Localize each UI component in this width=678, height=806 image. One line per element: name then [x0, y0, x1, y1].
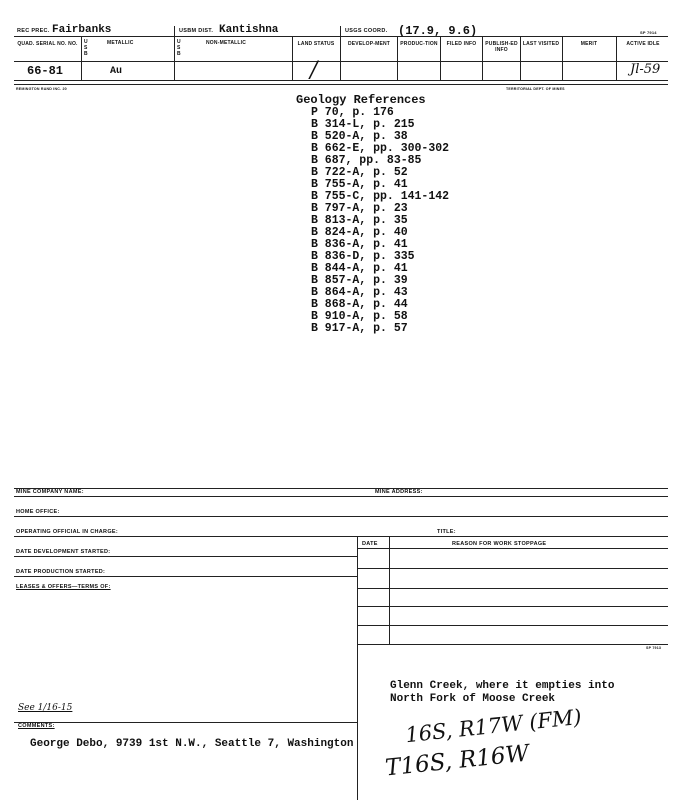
geology-reference: B 868-A, p. 44 [311, 298, 408, 311]
usbm-dist-value: Kantishna [219, 24, 279, 36]
col-development: DEVELOP-MENT [347, 41, 391, 47]
col-metallic: METALLIC [107, 40, 134, 46]
col-published-info: PUBLISH-ED INFO [485, 41, 518, 53]
col-production: PRODUC-TION [400, 41, 438, 47]
geology-reference: B 824-A, p. 40 [311, 226, 408, 239]
col-land-status: LAND STATUS [297, 41, 335, 47]
rec-prec-value: Fairbanks [52, 24, 112, 36]
handwritten-township-2: T16S, R16W [384, 740, 531, 782]
date-column-header: DATE [362, 541, 378, 547]
leases-label: LEASES & OFFERS—TERMS OF: [16, 584, 111, 590]
geology-reference: B 687, pp. 83-85 [311, 154, 422, 167]
comments-label: COMMENTS: [18, 723, 55, 729]
col-usb-metallic: U S B [84, 39, 88, 57]
reason-column-header: REASON FOR WORK STOPPAGE [452, 541, 547, 547]
see-note: See 1/16-15 [18, 703, 73, 713]
geology-reference: B 755-C, pp. 141-142 [311, 190, 450, 203]
location-line-1: Glenn Creek, where it empties into [390, 680, 615, 692]
col-usb-nonmetallic: U S B [177, 39, 181, 57]
geology-reference: B 864-A, p. 43 [311, 286, 408, 299]
geology-title: Geology References [296, 93, 426, 107]
date-development-label: DATE DEVELOPMENT STARTED: [16, 549, 111, 555]
geology-reference: B 836-A, p. 41 [311, 238, 408, 251]
active-idle-value: Jl-59 [630, 62, 661, 77]
col-nonmetallic: NON-METALLIC [206, 40, 247, 46]
geology-reference: B 797-A, p. 23 [311, 202, 408, 215]
geology-reference: B 917-A, p. 57 [311, 322, 408, 335]
title-label: TITLE: [437, 529, 456, 535]
quad-serial-value: 66-81 [27, 64, 64, 78]
operating-official-label: OPERATING OFFICIAL IN CHARGE: [16, 529, 118, 535]
usgs-coord-label: USGS COORD. [345, 28, 388, 34]
metallic-value: Au [110, 66, 123, 77]
geology-reference: P 70, p. 176 [311, 106, 394, 119]
mine-company-label: MINE COMPANY NAME: [16, 489, 84, 495]
geology-reference: B 755-A, p. 41 [311, 178, 408, 191]
home-office-label: HOME OFFICE: [16, 509, 60, 515]
form-number-lower: SP 7913 [646, 646, 662, 650]
geology-reference: B 857-A, p. 39 [311, 274, 408, 287]
land-status-mark: / [310, 58, 318, 83]
mine-address-label: MINE ADDRESS: [375, 489, 423, 495]
handwritten-township-1: 16S, R17W (FM) [404, 704, 583, 748]
geology-reference: B 722-A, p. 52 [311, 166, 408, 179]
col-merit: MERIT [580, 41, 598, 47]
usbm-dist-label: USBM DIST. [179, 28, 214, 34]
col-last-visited: LAST VISITED [522, 41, 560, 47]
geology-reference: B 314-L, p. 215 [311, 118, 415, 131]
col-quad-serial: QUAD. SERIAL NO. NO. [17, 41, 78, 47]
geology-reference: B 910-A, p. 58 [311, 310, 408, 323]
col-active-idle: ACTIVE IDLE [626, 41, 660, 47]
rec-prec-label: REC PREC. [17, 28, 50, 34]
usgs-coord-value: (17.9, 9.6) [398, 24, 478, 38]
geology-reference: B 662-E, pp. 300-302 [311, 142, 450, 155]
geology-reference-list [311, 107, 449, 335]
comments-text: George Debo, 9739 1st N.W., Seattle 7, Washington [30, 738, 354, 750]
col-filed-info: FILED INFO [446, 41, 477, 47]
date-production-label: DATE PRODUCTION STARTED: [16, 569, 106, 575]
dept-credit: TERRITORIAL DEPT. OF MINES [506, 87, 565, 91]
geology-reference: B 520-A, p. 38 [311, 130, 408, 143]
form-number: SP 7914 [640, 30, 657, 35]
printer-credit: REMINGTON RAND INC. 20 [16, 87, 67, 91]
geology-reference: B 836-D, p. 335 [311, 250, 415, 263]
geology-reference: B 813-A, p. 35 [311, 214, 408, 227]
geology-reference: B 844-A, p. 41 [311, 262, 408, 275]
location-line-2: North Fork of Moose Creek [390, 693, 556, 705]
